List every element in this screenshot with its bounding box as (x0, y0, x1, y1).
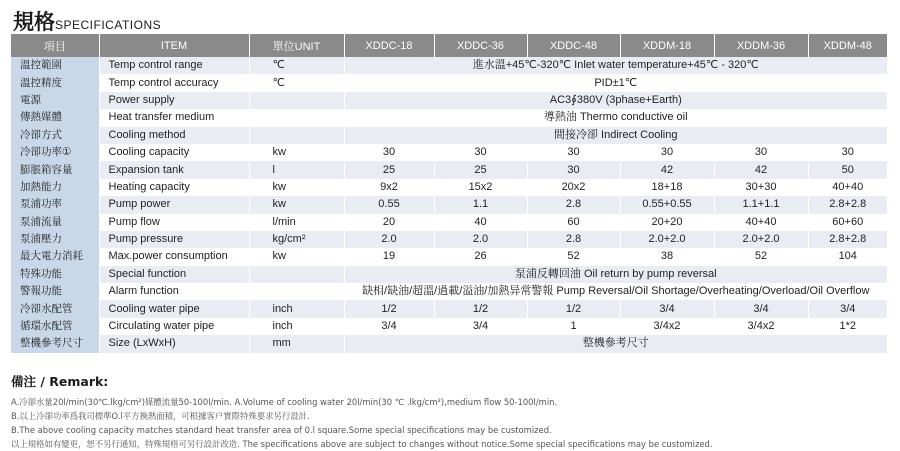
table-cell: 1 (527, 318, 620, 335)
row-label-cn: 最大電力消耗 (11, 248, 99, 265)
table-cell: 9x2 (344, 179, 434, 196)
table-cell: 40 (434, 214, 527, 231)
column-header: XDDM-18 (620, 34, 714, 57)
row-item-label: Max.power consumption (99, 248, 249, 265)
table-row (11, 283, 887, 300)
merged-cell: AC3∮380V (3phase+Earth) (344, 92, 887, 109)
column-header: ITEM (99, 34, 249, 57)
row-unit: l (249, 161, 344, 178)
table-cell: 1.1 (434, 196, 527, 213)
table-row (11, 266, 887, 283)
table-cell: 30 (527, 161, 620, 178)
row-unit: inch (249, 300, 344, 317)
row-item-label: Size (LxWxH) (99, 335, 249, 352)
row-label-cn: 電源 (11, 92, 99, 109)
row-unit: l/min (249, 214, 344, 231)
table-cell: 15x2 (434, 179, 527, 196)
table-row (11, 127, 887, 144)
table-cell: 2.0 (344, 231, 434, 248)
table-cell: 0.55+0.55 (620, 196, 714, 213)
table-cell: 3/4 (714, 300, 808, 317)
table-cell: 1/2 (527, 300, 620, 317)
row-unit (249, 92, 344, 109)
table-cell: 52 (527, 248, 620, 265)
table-cell: 60 (527, 214, 620, 231)
row-unit (249, 266, 344, 283)
table-cell: 20+20 (620, 214, 714, 231)
remark-line: 以上規格如有變更，恕不另行通知，特殊規格可另行設計改造. The specifications above are subject to changes without notice.Some special specifications may be customized. (11, 439, 713, 449)
remark-line: B.The above cooling capacity matches standard heat transfer area of 0.l square.Some special specifications may be customized. (11, 425, 552, 435)
table-cell: 2.0+2.0 (620, 231, 714, 248)
table-cell: 25 (434, 161, 527, 178)
row-unit: mm (249, 335, 344, 352)
row-unit: kw (249, 248, 344, 265)
row-item-label: Cooling water pipe (99, 300, 249, 317)
table-row (11, 300, 887, 317)
table-cell: 1*2 (808, 318, 887, 335)
row-label-cn: 警報功能 (11, 283, 99, 300)
table-cell: 30 (527, 144, 620, 161)
row-label-cn: 冷卻方式 (11, 127, 99, 144)
spec-table (11, 34, 887, 353)
table-cell: 3/4 (344, 318, 434, 335)
row-label-cn: 冷卻水配管 (11, 300, 99, 317)
table-cell: 0.55 (344, 196, 434, 213)
table-row (11, 248, 887, 265)
table-cell: 3/4 (434, 318, 527, 335)
table-cell: 20 (344, 214, 434, 231)
remarks-section (11, 372, 891, 451)
row-item-label: Special function (99, 266, 249, 283)
row-item-label: Circulating water pipe (99, 318, 249, 335)
table-row (11, 214, 887, 231)
row-item-label: Pump power (99, 196, 249, 213)
table-cell: 42 (714, 161, 808, 178)
table-cell: 2.0 (434, 231, 527, 248)
table-row (11, 318, 887, 335)
row-label-cn: 膨脹箱容量 (11, 161, 99, 178)
merged-cell: 進水溫+45℃-320℃ Inlet water temperature+45℃ - 320℃ (344, 57, 887, 74)
row-label-cn: 傳熱媒體 (11, 109, 99, 126)
table-cell: 38 (620, 248, 714, 265)
row-unit: kg/cm² (249, 231, 344, 248)
table-row (11, 335, 887, 352)
row-item-label: Power supply (99, 92, 249, 109)
table-cell: 30 (434, 144, 527, 161)
table-row (11, 161, 887, 178)
table-cell: 25 (344, 161, 434, 178)
row-unit: kw (249, 196, 344, 213)
table-cell: 18+18 (620, 179, 714, 196)
table-cell: 1/2 (344, 300, 434, 317)
remark-line: B.以上冷卻功率爲我司標準O.l平方換熱面積，可根據客户實際特殊要求另行設計. (11, 411, 310, 421)
table-row (11, 57, 887, 74)
table-cell: 50 (808, 161, 887, 178)
table-cell: 3/4x2 (620, 318, 714, 335)
row-label-cn: 溫控精度 (11, 74, 99, 91)
table-cell: 19 (344, 248, 434, 265)
column-header: XDDC-18 (344, 34, 434, 57)
column-header: 單位UNIT (249, 34, 344, 57)
merged-cell: 導熱油 Thermo conductive oil (344, 109, 887, 126)
table-row (11, 92, 887, 109)
table-cell: 104 (808, 248, 887, 265)
row-item-label: Cooling method (99, 127, 249, 144)
table-row (11, 179, 887, 196)
remark-line: A.冷卻水量20l/min(30℃.lkg/cm²)媒體流量50-100l/min. A.Volume of cooling water 20l/min(30 ℃ .lkg/cm²),medium flow 50-100l/min. (11, 397, 558, 407)
merged-cell: 間接冷卻 Indirect Cooling (344, 127, 887, 144)
row-label-cn: 特殊功能 (11, 266, 99, 283)
row-unit: ℃ (249, 57, 344, 74)
table-cell: 20x2 (527, 179, 620, 196)
row-item-label: Cooling capacity (99, 144, 249, 161)
table-cell: 30 (808, 144, 887, 161)
table-cell: 30 (714, 144, 808, 161)
row-label-cn: 冷卻功率① (11, 144, 99, 161)
row-unit (249, 127, 344, 144)
table-cell: 3/4 (620, 300, 714, 317)
heading-title-cn: 規格 (13, 10, 55, 34)
table-row (11, 231, 887, 248)
table-cell: 3/4 (808, 300, 887, 317)
table-cell: 30 (344, 144, 434, 161)
spec-table-header (11, 34, 887, 57)
row-label-cn: 泵浦功率 (11, 196, 99, 213)
table-row (11, 144, 887, 161)
row-item-label: Heat transfer medium (99, 109, 249, 126)
table-cell: 3/4x2 (714, 318, 808, 335)
spec-table-body (11, 57, 887, 353)
table-cell: 42 (620, 161, 714, 178)
column-header: XDDC-36 (434, 34, 527, 57)
row-label-cn: 溫控範圍 (11, 57, 99, 74)
row-label-cn: 加熱能力 (11, 179, 99, 196)
row-unit: inch (249, 318, 344, 335)
row-unit (249, 283, 344, 300)
row-unit (249, 109, 344, 126)
row-label-cn: 循環水配管 (11, 318, 99, 335)
table-cell: 2.0+2.0 (714, 231, 808, 248)
row-item-label: Expansion tank (99, 161, 249, 178)
table-row (11, 196, 887, 213)
column-header: XDDC-48 (527, 34, 620, 57)
heading-title-en: SPECIFICATIONS (55, 18, 162, 32)
row-item-label: Pump flow (99, 214, 249, 231)
table-cell: 26 (434, 248, 527, 265)
row-item-label: Pump pressure (99, 231, 249, 248)
column-header: XDDM-36 (714, 34, 808, 57)
table-cell: 2.8 (527, 231, 620, 248)
table-row (11, 74, 887, 91)
table-row (11, 109, 887, 126)
table-cell: 2.8+2.8 (808, 196, 887, 213)
table-cell: 2.8 (527, 196, 620, 213)
row-item-label: Alarm function (99, 283, 249, 300)
table-cell: 1.1+1.1 (714, 196, 808, 213)
merged-cell: 缺相/缺油/超溫/過載/溢油/加熱异常警報 Pump Reversal/Oil Shortage/Overheating/Overload/Oil Overflow (344, 283, 887, 300)
table-cell: 1/2 (434, 300, 527, 317)
merged-cell: 泵浦反轉回油 Oil return by pump reversal (344, 266, 887, 283)
row-label-cn: 整機參考尺寸 (11, 335, 99, 352)
table-cell: 30+30 (714, 179, 808, 196)
table-cell: 30 (620, 144, 714, 161)
row-item-label: Heating capacity (99, 179, 249, 196)
row-item-label: Temp control range (99, 57, 249, 74)
table-cell: 52 (714, 248, 808, 265)
row-unit: ℃ (249, 74, 344, 91)
remarks-title: 備注 / Remark: (11, 374, 109, 389)
column-header: 項目 (11, 34, 99, 57)
row-unit: kw (249, 144, 344, 161)
column-header: XDDM-48 (808, 34, 887, 57)
merged-cell: PID±1℃ (344, 74, 887, 91)
row-label-cn: 泵浦壓力 (11, 231, 99, 248)
row-item-label: Temp control accuracy (99, 74, 249, 91)
table-cell: 40+40 (808, 179, 887, 196)
table-cell: 60+60 (808, 214, 887, 231)
table-cell: 2.8+2.8 (808, 231, 887, 248)
table-cell: 40+40 (714, 214, 808, 231)
merged-cell: 整機參考尺寸 (344, 335, 887, 352)
row-label-cn: 泵浦流量 (11, 214, 99, 231)
page-heading (13, 6, 161, 36)
row-unit: kw (249, 179, 344, 196)
